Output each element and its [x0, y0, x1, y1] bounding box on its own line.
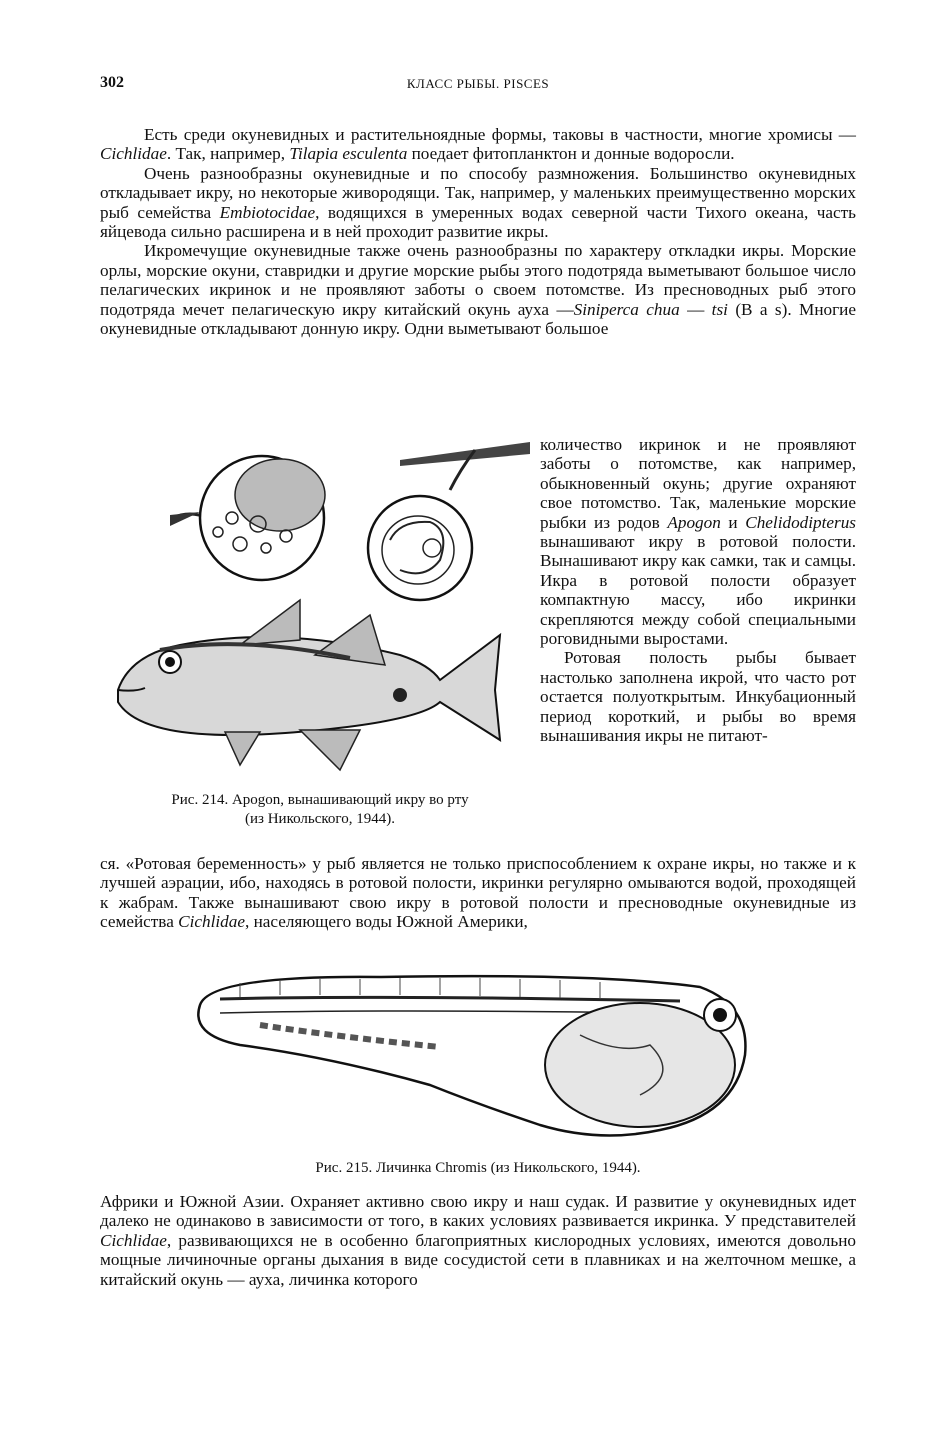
- body-text-middle: [100, 854, 856, 932]
- paragraph-3: Икромечущие окуневидные также очень разнообразны по характеру откладки икры. Морские орлы, морские окуни, ставридки и другие морские рыбы этого подотряда выметывают большое число пелагических икринок и не проявляют заботы о своем потомстве. Из пресноводных рыб этого подотряда мечет пелагическую икру китайский окунь ауха —Siniperca chua — tsi (B a s). Многие окуневидные откладывают донную икру. Одни выметывают большое: [100, 241, 856, 339]
- egg-illustration: [170, 456, 325, 580]
- running-title: КЛАСС РЫБЫ. PISCES: [406, 76, 550, 91]
- egg-illustration: [368, 442, 530, 600]
- paragraph-4-narrow: Ротовая полость рыбы бывает настолько заполнена икрой, что часто рот остается полуоткрытым. Инкубационный период короткий, и рыбы во время вынашивания икры не питают-: [540, 648, 856, 746]
- larva-illustration: [198, 976, 745, 1135]
- fish-illustration: [118, 600, 500, 770]
- body-text-narrow: [540, 435, 856, 746]
- paragraph-3-continued: количество икринок и не проявляют заботы о потомстве, как например, обыкновенный окунь; другие охраняют свое потомство. Так, маленькие морские рыбки из родов Apogon и Chelidodipterus вынашивают икру в ротовой полости. Вынашивают икру как самки, так и самцы. Икра в ротовой полости образует компактную массу, ибо икринки скрепляются между собой специальными роговидными выростами.: [540, 435, 856, 649]
- page-number: 302: [100, 74, 124, 91]
- paragraph-4-wide: ся. «Ротовая беременность» у рыб является не только приспособлением к охране икры, но также и к лучшей аэрации, ибо, находясь в ротовой полости, икринки регулярно омываются водой, проходящей к жабрам. Также вынашивают свою икру в ротовой полости и пресноводные окуневидные из семейства Cichlidae, населяющего воды Южной Америки,: [100, 854, 856, 932]
- figure-214-illustration: [100, 440, 530, 780]
- paragraph-1: Есть среди окуневидных и растительноядные формы, таковы в частности, многие хромисы — Cichlidae. Так, например, Tilapia esculenta поедает фитопланктон и донные водоросли.: [100, 125, 856, 164]
- figure-215-caption: Рис. 215. Личинка Chromis (из Никольского, 1944).: [315, 1160, 641, 1176]
- figure-214-caption: Рис. 214. Apogon, вынашивающий икру во рту (из Никольского, 1944).: [171, 792, 469, 827]
- paragraph-2: Очень разнообразны окуневидные и по способу размножения. Большинство окуневидных откладывает икру, но некоторые живородящи. Так, например, у маленьких преимущественно морских рыб семейства Embiotocidae, водящихся в умеренных водах северной части Тихого океана, часть яйцевода сильно расширена и в ней проходит развитие икры.: [100, 163, 856, 242]
- figure-215-illustration: [180, 965, 760, 1155]
- body-text-bottom: [100, 1192, 856, 1289]
- page-header: [100, 74, 856, 98]
- paragraph-5: Африки и Южной Азии. Охраняет активно свою икру и наш судак. И развитие у окуневидных идет далеко не одинаково в зависимости от того, в каких условиях развивается икринка. У представителей Cichlidae, развивающихся не в особенно благоприятных кислородных условиях, имеются довольно мощные личиночные органы дыхания в виде сосудистой сети в плавниках и на желточном мешке, а китайский окунь — ауха, личинка которого: [100, 1192, 856, 1289]
- body-text-top: [100, 125, 856, 338]
